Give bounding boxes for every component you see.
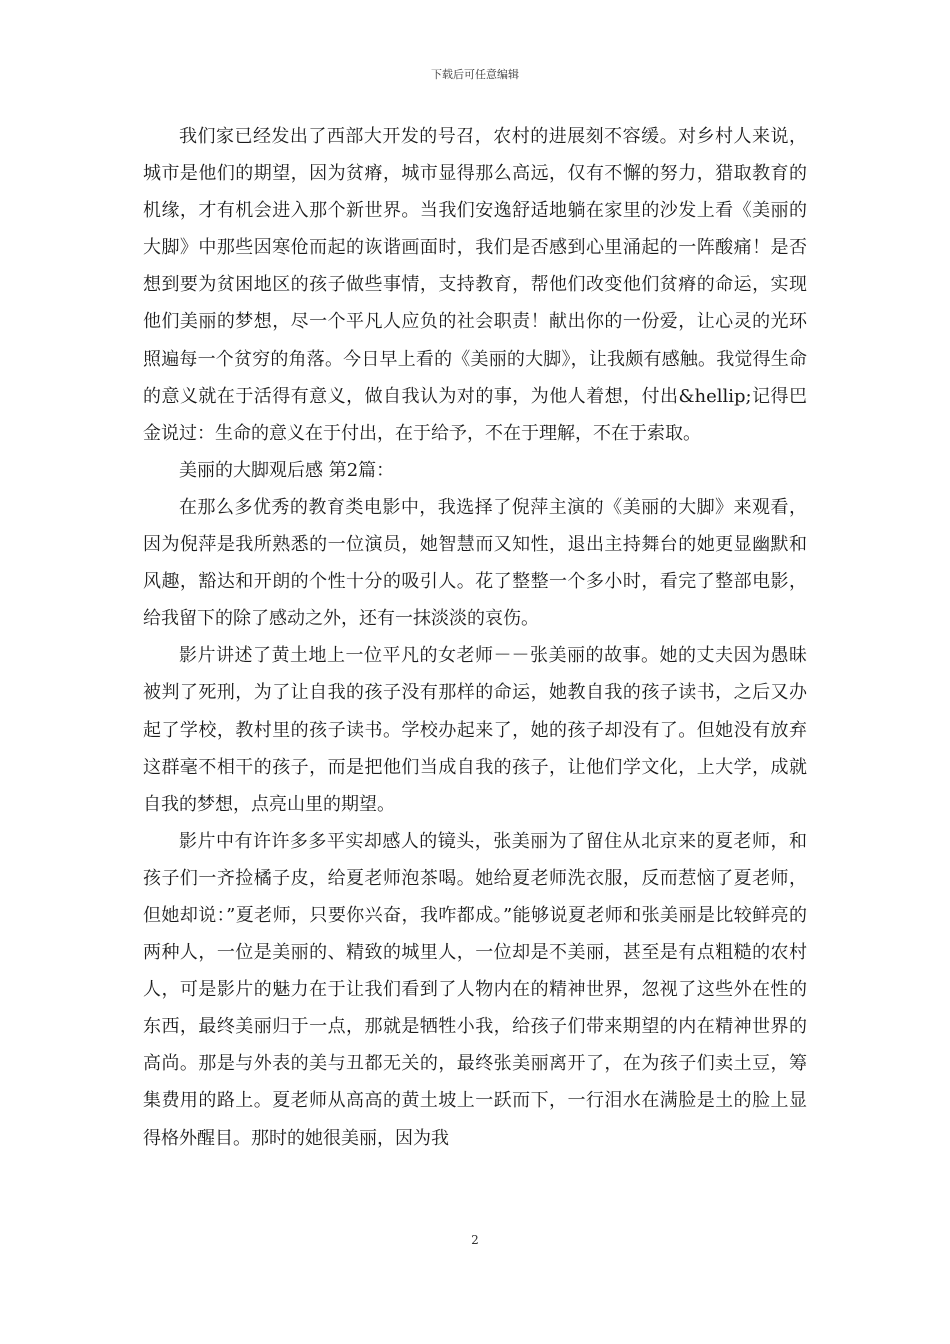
paragraph: 我们家已经发出了西部大开发的号召，农村的进展刻不容缓。对乡村人来说，城市是他们的期望，因为贫瘠，城市显得那么高远，仅有不懈的努力，猎取教育的机缘，才有机会进入那个新世界。当我们安逸舒适地躺在家里的沙发上看《美丽的大脚》中那些因寒伧而起的诙谐画面时，我们是否感到心里涌起的一阵酸痛！是否想到要为贫困地区的孩子做些事情，支持教育，帮他们改变他们贫瘠的命运，实现他们美丽的梦想，尽一个平凡人应负的社会职责！献出你的一份爱，让心灵的光环照遍每一个贫穷的角落。今日早上看的《美丽的大脚》，让我颇有感触。我觉得生命的意义就在于活得有意义，做自我认为对的事，为他人着想，付出&hellip;记得巴金说过：生命的意义在于付出，在于给予，不在于理解，不在于索取。 bbox=[143, 126, 807, 444]
paragraph: 影片讲述了黄土地上一位平凡的女老师－－张美丽的故事。她的丈夫因为愚昧被判了死刑，为了让自我的孩子没有那样的命运，她教自我的孩子读书，之后又办起了学校，教村里的孩子读书。学校办起来了，她的孩子却没有了。但她没有放弃这群毫不相干的孩子，而是把他们当成自我的孩子，让他们学文化，上大学，成就自我的梦想，点亮山里的期望。 bbox=[143, 645, 807, 815]
paragraph: 在那么多优秀的教育类电影中，我选择了倪萍主演的《美丽的大脚》来观看，因为倪萍是我所熟悉的一位演员，她智慧而又知性，退出主持舞台的她更显幽默和风趣，豁达和开朗的个性十分的吸引人。花了整整一个多小时，看完了整部电影，给我留下的除了感动之外，还有一抹淡淡的哀伤。 bbox=[143, 496, 807, 630]
page-header: 下载后可任意编辑 bbox=[431, 68, 519, 81]
document-body bbox=[143, 118, 807, 1157]
paragraph: 影片中有许许多多平实却感人的镜头，张美丽为了留住从北京来的夏老师，和孩子们一齐捡橘子皮，给夏老师泡茶喝。她给夏老师洗衣服，反而惹恼了夏老师，但她却说：”夏老师，只要你兴奋，我咋都成。”能够说夏老师和张美丽是比较鲜亮的两种人，一位是美丽的、精致的城里人，一位却是不美丽，甚至是有点粗糙的农村人，可是影片的魅力在于让我们看到了人物内在的精神世界，忽视了这些外在性的东西，最终美丽归于一点，那就是牺牲小我，给孩子们带来期望的内在精神世界的高尚。那是与外表的美与丑都无关的，最终张美丽离开了，在为孩子们卖土豆，筹集费用的路上。夏老师从高高的黄土坡上一跃而下，一行泪水在满脸是土的脸上显得格外醒目。那时的她很美丽，因为我 bbox=[143, 830, 807, 1149]
page-number: 2 bbox=[471, 1233, 479, 1247]
section-heading: 美丽的大脚观后感 第2篇： bbox=[179, 459, 395, 481]
